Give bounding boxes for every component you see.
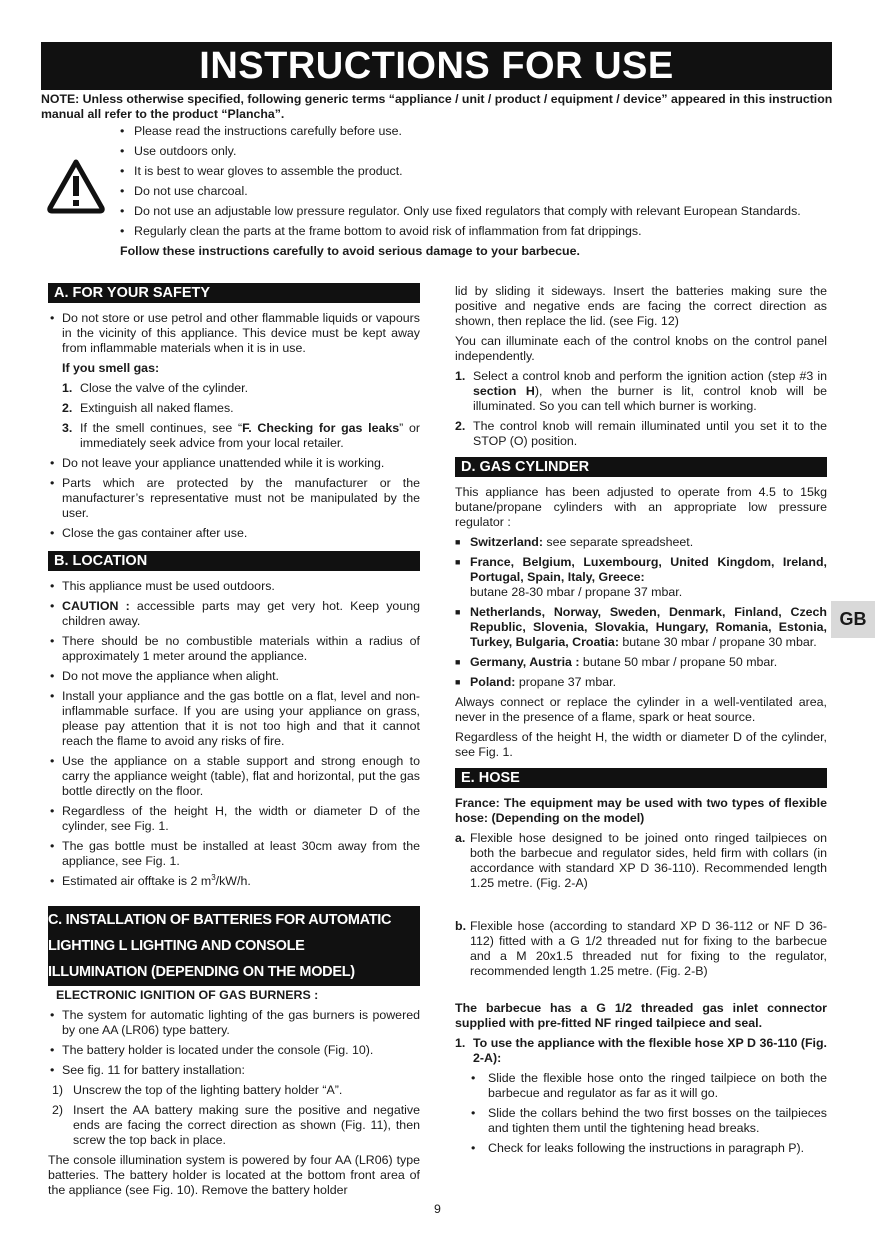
country-item: ■ France, Belgium, Luxembourg, United Kingdom, Ireland, Portugal, Spain, Italy, Greece: butane 28-30 mbar / propane 37 mbar. [455,555,827,600]
hose-type-a: a. Flexible hose designed to be joined onto ringed tailpieces on both the barbecue and regulator sides, held firm with collars (in accordance with standard XP D 36-110). Recommended length 1.25 metre. (Fig. 2-A) [455,831,827,890]
knob-step: 1. Select a control knob and perform the ignition action (step #3 in section H), when the burner is lit, control knob will be illuminated. So you can tell which burner is working. [455,369,827,413]
location-bullet: • This appliance must be used outdoors. [48,579,420,594]
note-text: NOTE: Unless otherwise specified, following generic terms “appliance / unit / product / equipment / device” appeared in this instruction manual all refer to the product “Plancha”. [41,92,833,121]
battery-lid-text: lid by sliding it sideways. Insert the batteries making sure the positive and negative ends are facing the correct direction as shown, then replace the lid. (see Fig. 12) [455,284,827,328]
page-number: 9 [434,1202,441,1216]
ignition-subheading: ELECTRONIC IGNITION OF GAS BURNERS : [56,988,319,1002]
cylinder-size-text: Regardless of the height H, the width or diameter D of the cylinder, see Fig. 1. [455,730,827,759]
warning-icon [46,158,106,214]
page-title: INSTRUCTIONS FOR USE [41,42,832,90]
safety-bullet: • Do not leave your appliance unattended while it is working. [48,456,420,471]
location-bullet: • CAUTION : accessible parts may get very hot. Keep young children away. [48,599,420,629]
section-header-hose: E. HOSE [455,768,827,788]
intro-bullet: • Please read the instructions carefully before use. [120,124,832,139]
battery-bullet: • The system for automatic lighting of the gas burners is powered by one AA (LR06) type battery. [48,1008,420,1038]
safety-step: 2. Extinguish all naked flames. [62,401,234,415]
intro-bullet: • Do not use charcoal. [120,184,832,199]
section-header-safety: A. FOR YOUR SAFETY [48,283,420,303]
gas-inlet-text: The barbecue has a G 1/2 threaded gas inlet connector supplied with pre-fitted NF ringed tailpiece and seal. [455,1001,827,1030]
safety-bullet: • Close the gas container after use. [48,526,420,541]
battery-bullet: • See fig. 11 for battery installation: [48,1063,420,1078]
section-header-batteries: C. INSTALLATION OF BATTERIES FOR AUTOMATIC LIGHTING L LIGHTING AND CONSOLE ILLUMINATION (DEPENDING ON THE MODEL) [48,906,420,986]
left-column [48,283,420,1203]
hose-type-b: b. Flexible hose (according to standard XP D 36-112 or NF D 36-112) fitted with a G 1/2 threaded nut for fixing to the barbecue and a M 20x1.5 threaded nut for fixing to the regulator, recommended length 1.25 metre. (Fig. 2-B) [455,919,827,978]
location-bullet: • Regardless of the height H, the width or diameter D of the cylinder, see Fig. 1. [48,804,420,834]
battery-step: 2) Insert the AA battery making sure the positive and negative ends are facing the correct direction as shown (Fig. 11), then screw the top back in place. [52,1103,420,1147]
country-item: ■ Switzerland: see separate spreadsheet. [455,535,827,550]
intro-bullet: • Regularly clean the parts at the frame bottom to avoid risk of inflammation from fat drippings. [120,224,832,239]
location-bullet: • Estimated air offtake is 2 $m^3/kW/h$. [48,874,420,889]
knob-illumination-text: You can illuminate each of the control knobs on the control panel independently. [455,334,827,363]
language-tab: GB [831,601,875,638]
country-item: ■ Poland: propane 37 mbar. [455,675,827,690]
cylinder-ventilation-text: Always connect or replace the cylinder in a well-ventilated area, never in the presence of a flame, spark or heat source. [455,695,827,724]
cylinder-intro: This appliance has been adjusted to operate from 4.5 to 15kg butane/propane cylinders with an appropriate low pressure regulator : [455,485,827,529]
location-bullet: • Use the appliance on a stable support and strong enough to carry the appliance weight (table), flat and horizontal, put the gas bottle directly on the floor. [48,754,420,799]
safety-step: 3. If the smell continues, see “F. Checking for gas leaks” or immediately seek advice from your local retailer. [62,421,420,450]
hose-step: 1. To use the appliance with the flexible hose XP D 36-110 (Fig. 2-A): [455,1036,827,1065]
intro-bullet: • Do not use an adjustable low pressure regulator. Only use fixed regulators that comply with relevant European Standards. [120,204,832,219]
location-bullet: • Install your appliance and the gas bottle on a flat, level and non-inflammable surface. If you are using your appliance on grass, please pay attention that it is not too high and that it cannot reach the flame to avoid any risks of fire. [48,689,420,749]
country-item: ■ Germany, Austria : butane 50 mbar / propane 50 mbar. [455,655,827,670]
hose-intro: France: The equipment may be used with two types of flexible hose: (Depending on the model) [455,796,827,825]
smell-gas-heading: If you smell gas: [62,361,160,375]
hose-substep: • Slide the flexible hose onto the ringed tailpiece on both the barbecue and regulator as far as it will go. [455,1071,827,1101]
section-header-cylinder: D. GAS CYLINDER [455,457,827,477]
safety-step: 1. Close the valve of the cylinder. [62,381,249,395]
hose-substep: • Check for leaks following the instructions in paragraph P). [455,1141,827,1156]
hose-substep: • Slide the collars behind the two first bosses on the tailpieces and tighten them until the tightening head breaks. [455,1106,827,1136]
right-column [455,284,827,1161]
safety-bullet: • Do not store or use petrol and other flammable liquids or vapours in the vicinity of this appliance. This device must be kept away from inflammable materials when it is in use. [48,311,420,356]
intro-bullet: • It is best to wear gloves to assemble the product. [120,164,832,179]
safety-bullet: • Parts which are protected by the manufacturer or the manufacturer’s representative must not be manipulated by the user. [48,476,420,521]
knob-step: 2. The control knob will remain illuminated until you set it to the STOP (O) position. [455,419,827,448]
country-item: ■ Netherlands, Norway, Sweden, Denmark, Finland, Czech Republic, Slovenia, Slovakia, Hungary, Romania, Estonia, Turkey, Bulgaria, Croatia: butane 30 mbar / propane 30 mbar. [455,605,827,650]
battery-bullet: • The battery holder is located under the console (Fig. 10). [48,1043,420,1058]
intro-section [120,124,832,259]
console-illumination-text: The console illumination system is powered by four AA (LR06) type batteries. The battery holder is located at the bottom front area of the appliance (see Fig. 10). Remove the battery holder [48,1153,420,1197]
follow-instructions: Follow these instructions carefully to avoid serious damage to your barbecue. [120,244,580,258]
location-bullet: • There should be no combustible materials within a radius of approximately 1 meter around the appliance. [48,634,420,664]
battery-step: 1) Unscrew the top of the lighting battery holder “A”. [52,1083,343,1097]
intro-bullet: • Use outdoors only. [120,144,832,159]
section-header-location: B. LOCATION [48,551,420,571]
location-bullet: • The gas bottle must be installed at least 30cm away from the appliance, see Fig. 1. [48,839,420,869]
location-bullet: • Do not move the appliance when alight. [48,669,420,684]
